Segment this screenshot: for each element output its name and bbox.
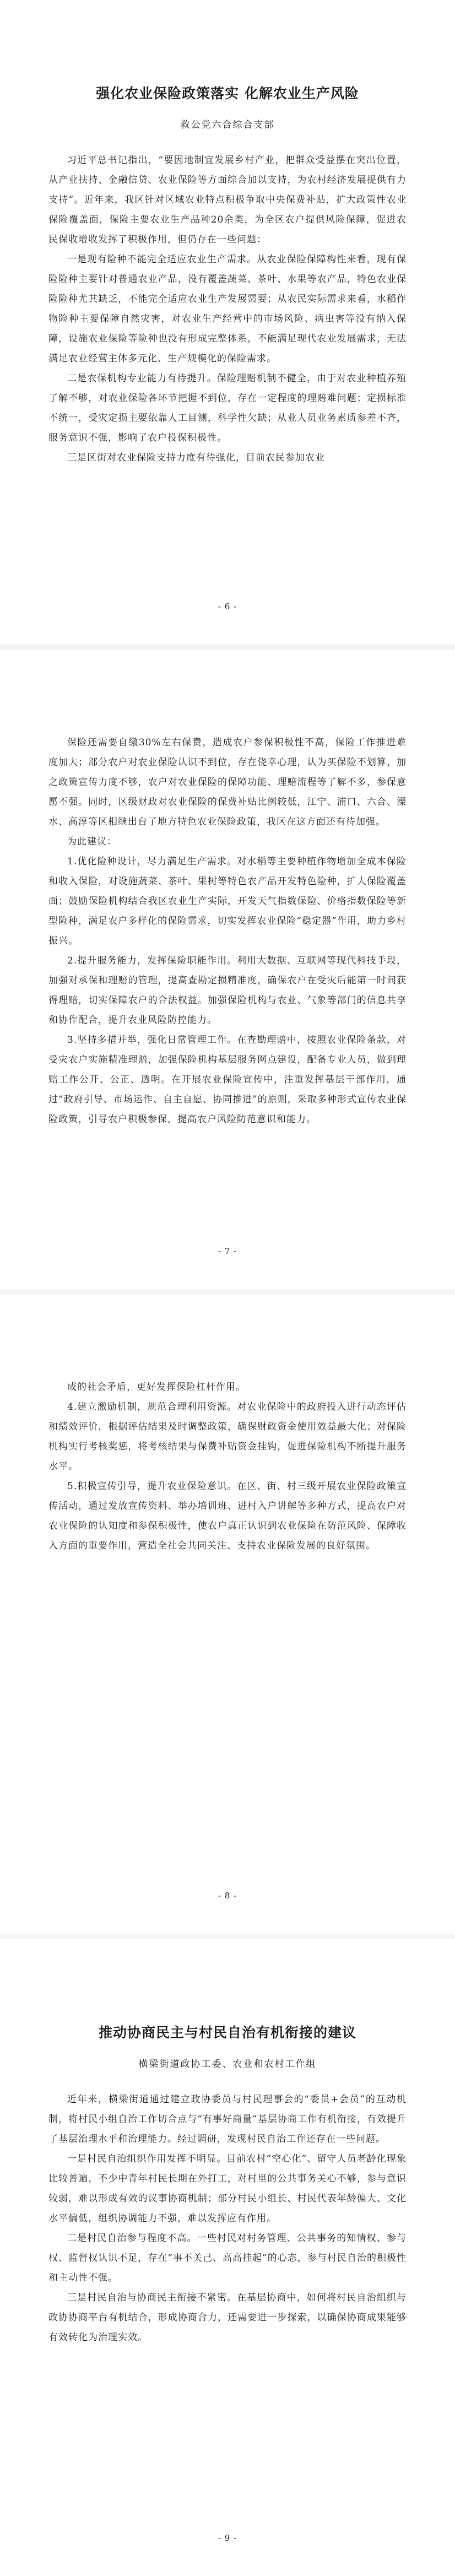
article-body	[48, 1295, 407, 1556]
document-page	[0, 0, 455, 645]
article-author: 横梁街道政协工委、农业和农村工作组	[138, 2059, 317, 2070]
paragraph: 5.积极宣传引导，提升农业保险意识。在区、街、村三级开展农业保险政策宣传活动，通过发放宣传资料、举办培训班、进村入户讲解等多种方式，提高农户对农业保险的认知度和参保积极性，使农户真正认识到农业保险在防范风险、保障收入方面的重要作用，营造全社会共同关注、支持农业保险发展的良好氛围。	[48, 1481, 407, 1551]
article-author: 救公党六合综合支部	[180, 120, 275, 131]
page-number: - 6 -	[218, 602, 237, 611]
article-body	[48, 2090, 407, 2347]
paragraph: 近年来，横梁街道通过建立政协委员与村民理事会的“委员+会员”的互动机制，将村民小组自治工作切合点与“有事好商量”基层协商工作有机衔接，有效提升了基层治理水平和治理能力。经过调研，发现村民自治工作还存在一些问题。	[48, 2094, 407, 2145]
article-title: 推动协商民主与村民自治有机衔接的建议	[98, 2025, 356, 2041]
paragraph: 一是村民自治组织作用发挥不明显。目前农村“空心化”、留守人员老龄化现象比较普遍，不少中青年村民长期在外打工，对村里的公共事务关心不够，参与意识较弱，难以形成有效的议事协商机制；部分村民小组长、村民代表年龄偏大、文化水平偏低，组织协调能力不强，难以发挥应有作用。	[48, 2153, 407, 2224]
article-title: 强化农业保险政策落实 化解农业生产风险	[96, 85, 359, 101]
document-page	[0, 1939, 455, 2576]
document-page	[0, 1295, 455, 1934]
paragraph: 一是现有险种不能完全适应农业生产需求。从农业保险保障构性来看，现有保险险种主要针对普通农业产品，没有覆盖蔬菜、茶叶、水果等农产品，特色农业保险险种尤其缺乏，不能完全适应农业生产发展需要；从农民实际需求来看，水稻作物险种主要保障自然灾害，对农业生产经营中的市场风险、病虫害等没有纳入保障，设施农业保险等险种也没有形成完整体系，不能满足现代农业发展需求，无法满足农业经营主体多元化、生产规模化的保险需求。	[48, 254, 407, 364]
article-body	[48, 650, 407, 1129]
paragraph: 3.坚持多措并举，强化日常管理工作。在查勘理赔中，按照农业保险条款，对受灾农户实施精准理赔，加强保险机构基层服务网点建设，配备专业人员，做到理赔工作公开、公正、透明。在开展农业保险宣传中，注重发挥基层干部作用，通过“政府引导、市场运作、自主自愿、协同推进”的原则，采取多种形式宣传农业保险政策，引导农户积极参保，提高农户风险防范意识和能力。	[48, 1035, 407, 1125]
paragraph: 保险还需要自缴30%左右保费，造成农户参保积极性不高，保险工作推进难度加大；部分农户对农业保险认识不到位，存在侥幸心理，认为买保险不划算，加之政策宣传力度不够，农户对农业保险的保障功能、理赔流程等了解不多，参保意愿不强。同时，区级财政对农业保险的保费补贴比例较低，江宁、浦口、六合、溧水、高淳等区相继出台了地方特色农业保险政策，我区在这方面还有待加强。	[48, 737, 407, 827]
paragraph: 习近平总书记指出，“要因地制宜发展乡村产业，把群众受益摆在突出位置，从产业扶持、金融信贷、农业保险等方面综合加以支持，为农村经济发展提供有力支持”。近年来，我区针对区域农业特点积极争取中央保费补贴，扩大政策性农业保险覆盖面，保险主要农业生产品种20余类，为全区农户提供风险保障，促进农民保收增收发挥了积极作用，但仍存在一些问题：	[48, 155, 407, 245]
paragraph: 2.提升服务能力，发挥保险职能作用。利用大数据、互联网等现代科技手段，加强对承保和理赔的管理，提高查勘定损精准度，确保农户在受灾后能第一时间获得理赔，切实保障农户的合法权益。加强保险机构与农业、气象等部门的信息共享和协作配合，提升农业风险防控能力。	[48, 955, 407, 1026]
article-body	[48, 150, 407, 468]
paragraph: 为此建议：	[67, 836, 117, 847]
document-page	[0, 650, 455, 1289]
paragraph: 三是区街对农业保险支持力度有待强化，目前农民参加农业	[67, 452, 325, 463]
page-number: - 9 -	[218, 2533, 237, 2543]
page-number: - 7 -	[218, 1246, 237, 1256]
paragraph: 4.建立激励机制，规范合理利用资源。对农业保险中的政府投入进行动态评估和绩效评价，根据评估结果及时调整政策，确保财政资金使用效益最大化；对保险机构实行考核奖惩，将考核结果与保费补贴资金挂钩，促进保险机构不断提升服务水平。	[48, 1401, 407, 1472]
paragraph: 成的社会矛盾，更好发挥保险杠杆作用。	[67, 1382, 246, 1393]
page-number: - 8 -	[218, 1891, 237, 1901]
paragraph: 二是村民自治参与程度不高。一些村民对村务管理、公共事务的知情权、参与权、监督权认识不足，存在“事不关己、高高挂起”的心态，参与村民自治的积极性和主动性不强。	[48, 2233, 407, 2283]
paragraph: 二是农保机构专业能力有待提升。保险理赔机制不健全，由于对农业种植养殖了解不够，对农业保险各环节把握不到位，存在一定程度的理赔难问题；定损标准不统一，受灾定损主要依靠人工目测，科学性欠缺；从业人员业务素质参差不齐，服务意识不强，影响了农户投保积极性。	[48, 373, 407, 443]
paragraph: 1.优化险种设计，尽力满足生产需求。对水稻等主要种植作物增加全成本保险和收入保险，对设施蔬菜、茶叶、果树等特色农产品开发特色险种，扩大保险覆盖面；鼓励保险机构结合我区农业生产实际，开发天气指数保险、价格指数保险等新型险种，满足农户多样化的保险需求，切实发挥农业保险“稳定器”作用，助力乡村振兴。	[48, 856, 407, 946]
paragraph: 三是村民自治与协商民主衔接不紧密。在基层协商中，如何将村民自治组织与政协协商平台有机结合，形成协商合力，还需要进一步探索，以确保协商成果能够有效转化为治理实效。	[48, 2292, 407, 2343]
